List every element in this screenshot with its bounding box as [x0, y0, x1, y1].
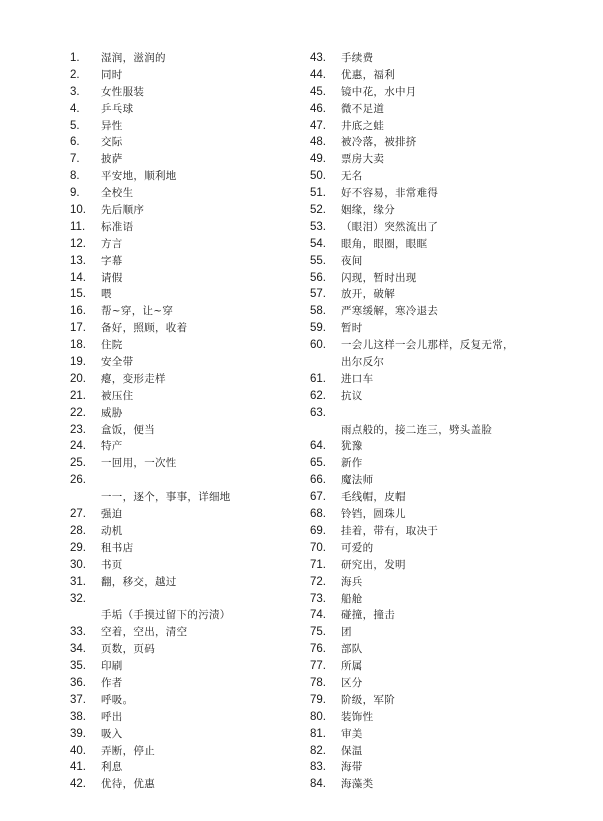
- item-text: 雨点般的，接二连三，劈头盖脸: [341, 423, 493, 436]
- list-item: [70, 624, 310, 641]
- list-item: [70, 455, 310, 472]
- list-item: [310, 540, 550, 557]
- list-item: [70, 658, 310, 675]
- item-number: 47.: [310, 119, 326, 132]
- item-text: 可爱的: [341, 541, 374, 554]
- item-text: 字幕: [101, 254, 123, 267]
- item-number: 8.: [70, 170, 80, 183]
- item-text: 研究出，发明: [341, 558, 406, 571]
- item-text: 作者: [101, 676, 123, 689]
- list-item: [70, 776, 310, 793]
- item-text: 一会儿这样一会儿那样，反复无常，: [341, 339, 514, 352]
- list-item: [310, 151, 550, 168]
- item-number: 82.: [310, 744, 326, 757]
- item-number: 6.: [70, 136, 80, 149]
- item-text: 优待，优惠: [101, 778, 155, 791]
- list-item: [310, 607, 550, 624]
- item-number: 16.: [70, 305, 86, 318]
- list-item: [70, 489, 310, 506]
- list-item: [310, 134, 550, 151]
- item-text: 方言: [101, 237, 123, 250]
- item-text: 姻缘，缘分: [341, 204, 395, 217]
- item-number: 32.: [70, 592, 86, 605]
- list-item: [70, 168, 310, 185]
- item-number: 65.: [310, 457, 326, 470]
- list-item: [310, 219, 550, 236]
- item-number: 39.: [70, 727, 86, 740]
- item-text: 出尔反尔: [341, 356, 385, 369]
- item-text: 好不容易，非常难得: [341, 187, 439, 200]
- item-text: 被压住: [101, 389, 134, 402]
- item-text: 安全带: [101, 356, 134, 369]
- item-number: 31.: [70, 575, 86, 588]
- list-item: [310, 185, 550, 202]
- list-item: [70, 202, 310, 219]
- item-text: 全校生: [101, 187, 134, 200]
- list-item: [70, 675, 310, 692]
- item-text: 手续费: [341, 52, 374, 64]
- item-number: 64.: [310, 440, 326, 453]
- item-number: 41.: [70, 761, 86, 774]
- list-item: [310, 303, 550, 320]
- list-item: [310, 337, 550, 354]
- item-number: 67.: [310, 491, 326, 504]
- item-text: 租书店: [101, 541, 134, 554]
- list-item: [310, 675, 550, 692]
- item-number: 26.: [70, 474, 86, 487]
- list-item: [70, 591, 310, 608]
- right-column: [310, 50, 550, 793]
- item-number: 9.: [70, 187, 80, 200]
- item-number: 33.: [70, 626, 86, 639]
- left-column: [70, 50, 310, 793]
- item-number: 77.: [310, 660, 326, 673]
- item-number: 78.: [310, 676, 326, 689]
- item-text: 进口车: [341, 372, 374, 385]
- list-item: [310, 574, 550, 591]
- list-item: [310, 67, 550, 84]
- item-text: 手垢（手摸过留下的污渍）: [101, 609, 231, 622]
- list-item: [70, 67, 310, 84]
- item-number: 22.: [70, 406, 86, 419]
- list-item: [70, 438, 310, 455]
- item-number: 60.: [310, 339, 326, 352]
- item-text: 票房大卖: [341, 153, 385, 166]
- item-number: 76.: [310, 643, 326, 656]
- item-number: 51.: [310, 187, 326, 200]
- item-number: 14.: [70, 271, 86, 284]
- item-text: 帮~穿，让~穿: [101, 305, 174, 318]
- list-item: [70, 303, 310, 320]
- list-item: [70, 185, 310, 202]
- list-item: [70, 118, 310, 135]
- item-text: 印刷: [101, 660, 123, 673]
- item-text: （眼泪）突然流出了: [341, 220, 439, 233]
- item-number: 34.: [70, 643, 86, 656]
- item-text: 请假: [101, 271, 123, 284]
- item-text: 动机: [101, 524, 123, 537]
- item-text: 威胁: [101, 406, 123, 419]
- item-number: 73.: [310, 592, 326, 605]
- list-item: [310, 523, 550, 540]
- item-text: 同时: [101, 68, 123, 81]
- item-text: 空着，空出，清空: [101, 626, 188, 639]
- list-item: [70, 523, 310, 540]
- item-text: 平安地，顺利地: [101, 170, 177, 183]
- item-text: 闪现，暂时出现: [341, 271, 417, 284]
- item-text: 挂着，带有，取决于: [341, 524, 439, 537]
- item-number: 75.: [310, 626, 326, 639]
- list-item: [310, 438, 550, 455]
- item-number: 55.: [310, 254, 326, 267]
- item-text: 特产: [101, 440, 123, 453]
- item-number: 37.: [70, 693, 86, 706]
- list-item: [70, 574, 310, 591]
- list-item: [310, 371, 550, 388]
- item-text: 异性: [101, 119, 123, 132]
- item-number: 20.: [70, 372, 86, 385]
- item-text: 魔法师: [341, 474, 374, 487]
- item-number: 4.: [70, 102, 80, 115]
- item-number: 42.: [70, 778, 86, 791]
- item-number: 15.: [70, 288, 86, 301]
- item-text: 铃铛，圆珠儿: [341, 508, 406, 521]
- item-number: 84.: [310, 778, 326, 791]
- list-item: [70, 759, 310, 776]
- item-number: 72.: [310, 575, 326, 588]
- list-item: [70, 101, 310, 118]
- list-item: [310, 506, 550, 523]
- item-number: 10.: [70, 204, 86, 217]
- list-item: [310, 236, 550, 253]
- item-text: 区分: [341, 676, 363, 689]
- item-number: 3.: [70, 85, 80, 98]
- item-number: 80.: [310, 710, 326, 723]
- item-text: 一回用，一次性: [101, 457, 177, 470]
- list-item: [310, 253, 550, 270]
- item-number: 13.: [70, 254, 86, 267]
- item-number: 40.: [70, 744, 86, 757]
- list-item: [70, 337, 310, 354]
- list-item: [70, 253, 310, 270]
- item-text: 交际: [101, 136, 123, 149]
- item-number: 5.: [70, 119, 80, 132]
- item-text: 夜间: [341, 254, 363, 267]
- item-text: 所属: [341, 660, 363, 673]
- list-item: [70, 709, 310, 726]
- item-number: 21.: [70, 389, 86, 402]
- list-item: [70, 422, 310, 439]
- list-item: [310, 557, 550, 574]
- item-number: 79.: [310, 693, 326, 706]
- item-text: 犹豫: [341, 440, 363, 453]
- item-text: 盒饭，便当: [101, 423, 155, 436]
- list-item: [310, 388, 550, 405]
- list-item: [70, 692, 310, 709]
- list-item: [310, 726, 550, 743]
- item-number: 48.: [310, 136, 326, 149]
- item-number: 25.: [70, 457, 86, 470]
- item-text: 一一，逐个，事事，详细地: [101, 491, 231, 504]
- item-number: 71.: [310, 558, 326, 571]
- list-item: [310, 168, 550, 185]
- item-number: 62.: [310, 389, 326, 402]
- item-text: 新作: [341, 457, 363, 470]
- item-number: 23.: [70, 423, 86, 436]
- item-text: 弄断，停止: [101, 744, 155, 757]
- list-item: [70, 371, 310, 388]
- list-item: [310, 118, 550, 135]
- list-item: [70, 388, 310, 405]
- list-item: [70, 320, 310, 337]
- item-number: 49.: [310, 153, 326, 166]
- item-number: 46.: [310, 102, 326, 115]
- item-text: 审美: [341, 727, 363, 740]
- item-text: 保温: [341, 744, 363, 757]
- list-item: [70, 641, 310, 658]
- item-number: 58.: [310, 305, 326, 318]
- list-item: [310, 405, 550, 422]
- list-item: [70, 506, 310, 523]
- item-number: 69.: [310, 524, 326, 537]
- item-text: 备好，照顾，收着: [101, 322, 188, 335]
- item-text: 部队: [341, 643, 363, 656]
- item-number: 59.: [310, 322, 326, 335]
- list-item: [310, 591, 550, 608]
- list-item: [310, 776, 550, 793]
- item-number: 52.: [310, 204, 326, 217]
- list-item: [310, 50, 550, 67]
- list-item: [70, 134, 310, 151]
- item-text: 瘪，变形走样: [101, 372, 166, 385]
- item-text: 乒乓球: [101, 102, 134, 115]
- list-item: [310, 472, 550, 489]
- list-item: [310, 624, 550, 641]
- item-number: 27.: [70, 508, 86, 521]
- list-item: [310, 354, 550, 371]
- item-number: 81.: [310, 727, 326, 740]
- list-item: [70, 472, 310, 489]
- list-item: [70, 607, 310, 624]
- list-item: [70, 540, 310, 557]
- item-text: 船舱: [341, 592, 363, 605]
- item-text: 住院: [101, 339, 123, 352]
- item-text: 呼吸。: [101, 693, 134, 706]
- item-number: 18.: [70, 339, 86, 352]
- item-text: 页数，页码: [101, 643, 155, 656]
- item-number: 29.: [70, 541, 86, 554]
- list-item: [310, 270, 550, 287]
- item-number: 35.: [70, 660, 86, 673]
- item-text: 抗议: [341, 389, 363, 402]
- list-item: [70, 236, 310, 253]
- item-text: 暂时: [341, 322, 363, 335]
- item-text: 呼出: [101, 710, 123, 723]
- item-text: 镜中花，水中月: [341, 85, 417, 98]
- item-text: 海藻类: [341, 778, 374, 791]
- item-number: 57.: [310, 288, 326, 301]
- item-text: 海带: [341, 761, 363, 774]
- item-text: 放开，破解: [341, 288, 395, 301]
- list-item: [310, 286, 550, 303]
- item-text: 翻，移交，越过: [101, 575, 177, 588]
- item-text: 湿润，滋润的: [101, 52, 166, 64]
- list-item: [70, 726, 310, 743]
- item-number: 24.: [70, 440, 86, 453]
- list-item: [310, 709, 550, 726]
- item-number: 1.: [70, 52, 80, 64]
- item-text: 毛线帽，皮帽: [341, 491, 406, 504]
- item-number: 12.: [70, 237, 86, 250]
- list-item: [310, 759, 550, 776]
- list-item: [310, 422, 550, 439]
- item-number: 45.: [310, 85, 326, 98]
- item-number: 30.: [70, 558, 86, 571]
- item-number: 2.: [70, 68, 80, 81]
- item-number: 36.: [70, 676, 86, 689]
- item-number: 74.: [310, 609, 326, 622]
- list-item: [70, 151, 310, 168]
- item-number: 66.: [310, 474, 326, 487]
- item-number: 83.: [310, 761, 326, 774]
- item-text: 书页: [101, 558, 123, 571]
- list-item: [310, 455, 550, 472]
- item-text: 井底之蛙: [341, 119, 385, 132]
- item-text: 海兵: [341, 575, 363, 588]
- item-text: 装饰性: [341, 710, 374, 723]
- list-item: [310, 641, 550, 658]
- item-text: 被冷落，被排挤: [341, 136, 417, 149]
- item-text: 阶级，军阶: [341, 693, 395, 706]
- item-text: 微不足道: [341, 102, 385, 115]
- item-text: 吸入: [101, 727, 123, 740]
- item-text: 团: [341, 626, 352, 639]
- item-text: 严寒缓解，寒冷退去: [341, 305, 439, 318]
- item-number: 17.: [70, 322, 86, 335]
- item-number: 70.: [310, 541, 326, 554]
- list-item: [310, 320, 550, 337]
- item-number: 50.: [310, 170, 326, 183]
- item-text: 碰撞，撞击: [341, 609, 395, 622]
- item-number: 7.: [70, 153, 80, 166]
- list-item: [310, 692, 550, 709]
- list-item: [70, 557, 310, 574]
- item-text: 披萨: [101, 153, 123, 166]
- item-number: 61.: [310, 372, 326, 385]
- list-item: [310, 489, 550, 506]
- list-item: [70, 743, 310, 760]
- list-item: [70, 219, 310, 236]
- item-text: 女性服装: [101, 85, 145, 98]
- item-number: 38.: [70, 710, 86, 723]
- item-text: 利息: [101, 761, 123, 774]
- item-number: 19.: [70, 356, 86, 369]
- item-number: 11.: [70, 220, 86, 233]
- item-number: 43.: [310, 52, 326, 64]
- list-item: [70, 405, 310, 422]
- list-item: [310, 202, 550, 219]
- list-item: [70, 84, 310, 101]
- item-text: 优惠，福利: [341, 68, 395, 81]
- item-text: 无名: [341, 170, 363, 183]
- list-item: [70, 50, 310, 67]
- list-item: [310, 84, 550, 101]
- item-number: 54.: [310, 237, 326, 250]
- item-text: 眼角，眼圈，眼眶: [341, 237, 428, 250]
- item-text: 先后顺序: [101, 204, 145, 217]
- item-number: 53.: [310, 220, 326, 233]
- list-item: [310, 658, 550, 675]
- item-text: 喂: [101, 288, 112, 301]
- item-text: 标准语: [101, 220, 134, 233]
- item-number: 28.: [70, 524, 86, 537]
- item-number: 44.: [310, 68, 326, 81]
- list-item: [70, 270, 310, 287]
- item-text: 强迫: [101, 508, 123, 521]
- item-number: 68.: [310, 508, 326, 521]
- list-item: [70, 286, 310, 303]
- list-item: [70, 354, 310, 371]
- item-number: 56.: [310, 271, 326, 284]
- list-item: [310, 743, 550, 760]
- list-item: [310, 101, 550, 118]
- item-number: 63.: [310, 406, 326, 419]
